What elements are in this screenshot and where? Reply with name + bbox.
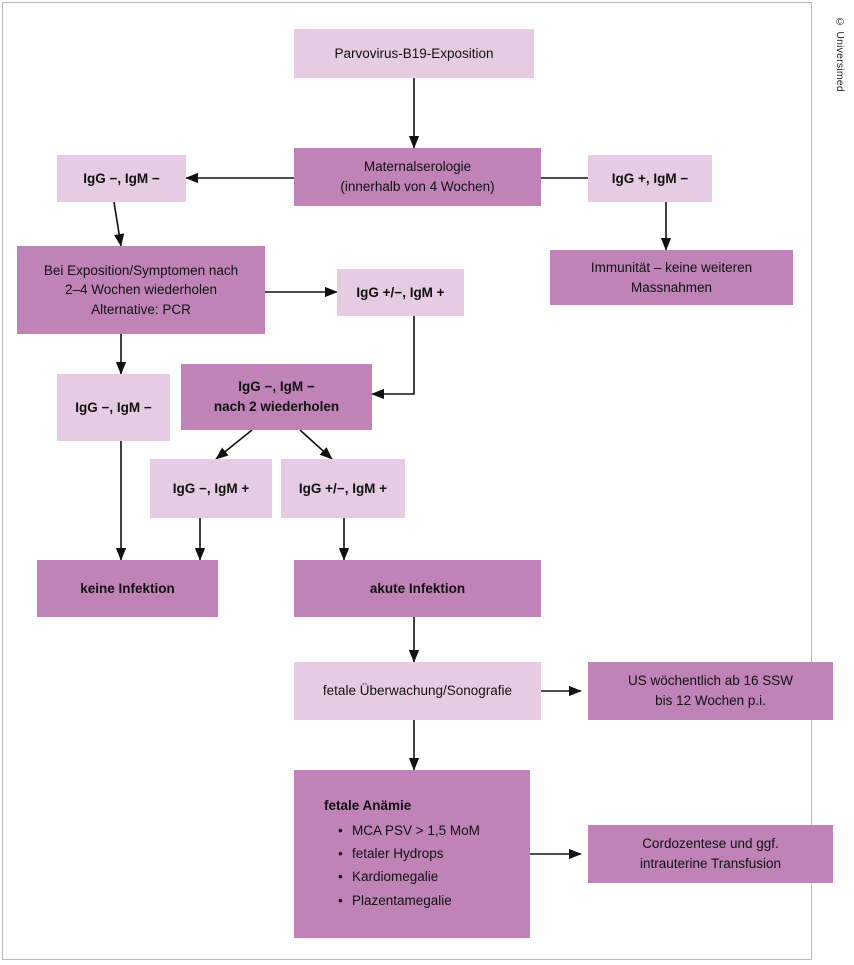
node-fetale-ueberwachung bbox=[294, 662, 541, 720]
node-igg-neg-igm-pos-label: IgG −, IgM + bbox=[172, 480, 250, 496]
node-igg-neg-igm-neg-nach2-line1: IgG −, IgM − bbox=[238, 379, 315, 395]
node-cordozentese-line1: Cordozentese und ggf. bbox=[642, 836, 779, 852]
copyright-notice: © Universimed bbox=[834, 16, 846, 92]
node-fetale-anaemie-heading: fetale Anämie bbox=[324, 798, 412, 814]
node-immunitaet-line2: Massnahmen bbox=[630, 279, 713, 295]
node-igg-neg-igm-neg-left-label: IgG −, IgM − bbox=[83, 170, 160, 186]
node-keine-infektion-label: keine Infektion bbox=[80, 580, 175, 596]
node-exposition-label: Parvovirus-B19-Exposition bbox=[334, 45, 494, 61]
node-wiederholen-line3: Alternative: PCR bbox=[91, 301, 191, 317]
list-item: • MCA PSV > 1,5 MoM bbox=[338, 819, 480, 842]
node-igg-neg-igm-neg-left bbox=[57, 155, 186, 202]
node-igg-pm-igm-pos-bottom bbox=[281, 459, 405, 518]
node-igg-pos-igm-neg-label: IgG +, IgM − bbox=[611, 170, 689, 186]
node-igg-pm-igm-pos-top-label: IgG +/−, IgM + bbox=[356, 284, 445, 300]
node-fetale-ueberwachung-label: fetale Überwachung/Sonografie bbox=[322, 683, 513, 699]
node-igg-neg-igm-neg-second bbox=[57, 374, 170, 441]
node-fetale-anaemie-list bbox=[324, 819, 480, 912]
node-immunitaet bbox=[550, 250, 793, 305]
node-igg-pm-igm-pos-bottom-label: IgG +/−, IgM + bbox=[298, 480, 388, 496]
node-maternalserologie-line1: Maternalserologie bbox=[363, 159, 472, 175]
node-igg-neg-igm-pos bbox=[150, 459, 272, 518]
node-exposition bbox=[294, 29, 534, 78]
node-igg-neg-igm-neg-second-label: IgG −, IgM − bbox=[75, 399, 152, 415]
node-maternalserologie-line2: (innerhalb von 4 Wochen) bbox=[340, 179, 495, 194]
node-cordozentese-line2: intrauterine Transfusion bbox=[639, 856, 782, 871]
node-cordozentese bbox=[588, 825, 833, 883]
node-igg-pm-igm-pos-top bbox=[337, 269, 464, 316]
node-fetale-anaemie bbox=[294, 770, 530, 938]
node-akute-infektion bbox=[294, 560, 541, 617]
node-us-woechentlich-line1: US wöchentlich ab 16 SSW bbox=[627, 673, 794, 689]
node-us-woechentlich-line2: bis 12 Wochen p.i. bbox=[655, 693, 766, 708]
node-igg-neg-igm-neg-nach2-line2: nach 2 wiederholen bbox=[213, 399, 340, 414]
node-wiederholen-line2: 2–4 Wochen wiederholen bbox=[64, 282, 218, 298]
node-akute-infektion-label: akute Infektion bbox=[369, 580, 466, 596]
list-item: • Plazentamegalie bbox=[338, 889, 480, 912]
list-item: • Kardiomegalie bbox=[338, 865, 480, 888]
node-immunitaet-line1: Immunität – keine weiteren bbox=[590, 259, 753, 275]
node-keine-infektion bbox=[37, 560, 218, 617]
node-igg-neg-igm-neg-nach2 bbox=[181, 364, 372, 430]
node-igg-pos-igm-neg bbox=[588, 155, 712, 202]
node-us-woechentlich bbox=[588, 662, 833, 720]
node-maternalserologie bbox=[294, 148, 541, 206]
node-wiederholen-line1: Bei Exposition/Symptomen nach bbox=[43, 262, 239, 278]
list-item: • fetaler Hydrops bbox=[338, 842, 480, 865]
node-wiederholen bbox=[17, 246, 265, 334]
